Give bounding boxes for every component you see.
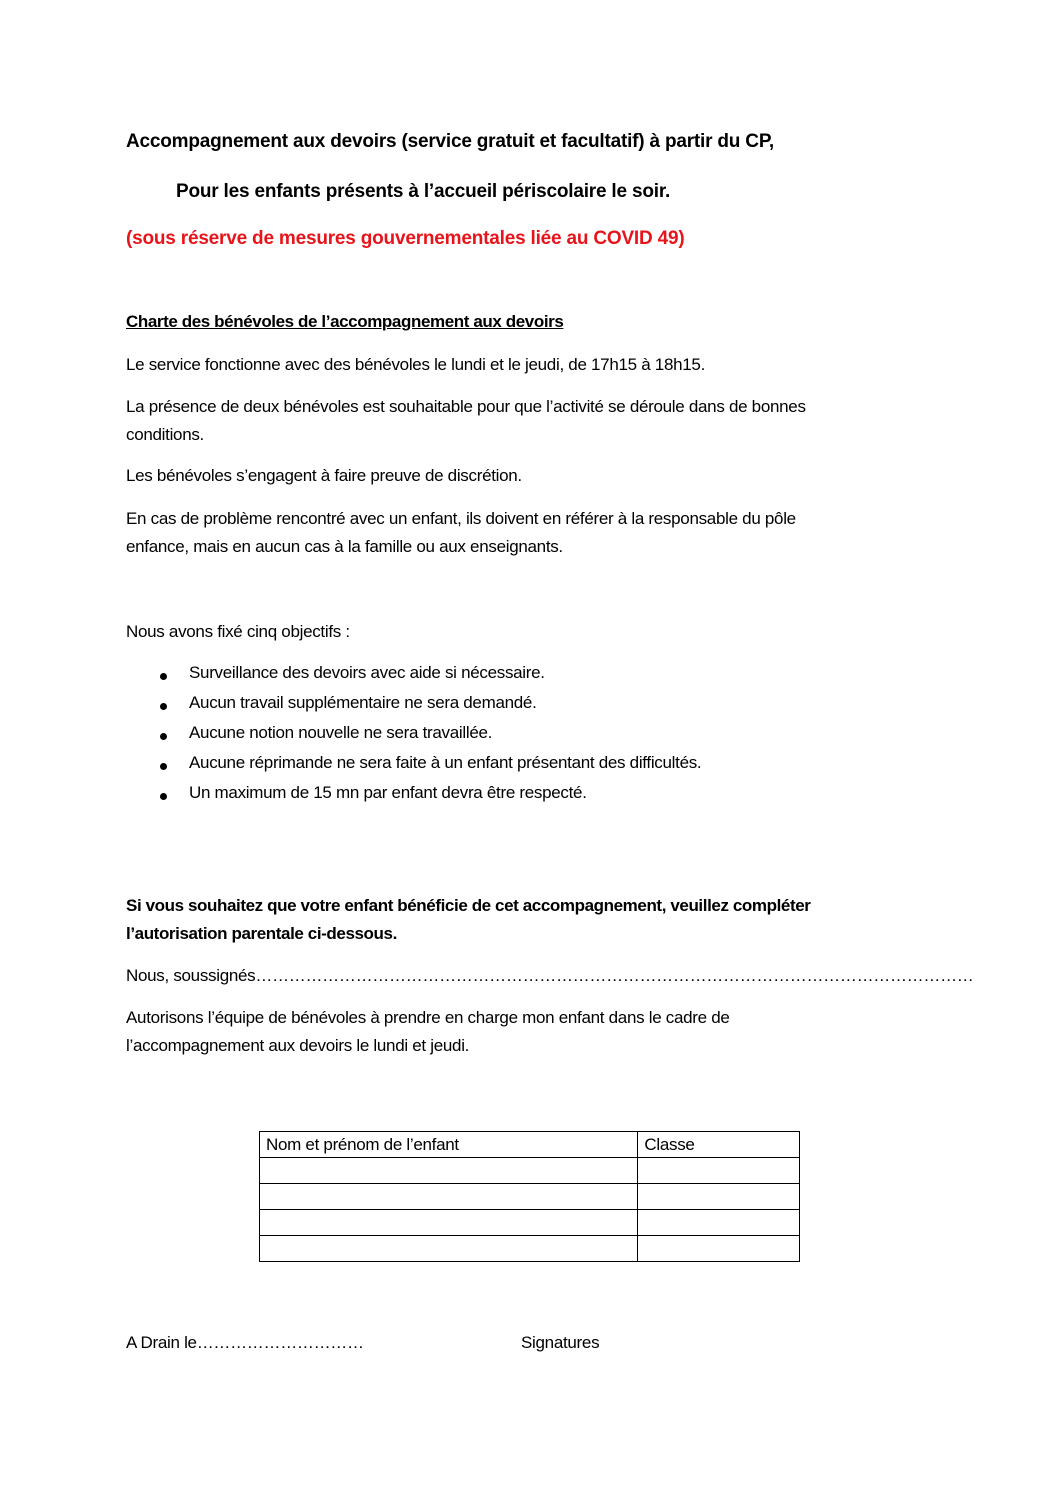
charte-paragraph: En cas de problème rencontré avec un enfant, ils doivent en référer à la responsable du pôle [126, 509, 796, 528]
table-row [260, 1236, 800, 1262]
soussignes-field: Nous, soussignés………………………………………………………………………………………………………………… [126, 966, 974, 985]
charte-paragraph: La présence de deux bénévoles est souhaitable pour que l’activité se déroule dans de bonnes [126, 397, 806, 416]
title-line-1: Accompagnement aux devoirs (service gratuit et facultatif) à partir du CP, [126, 131, 774, 152]
cell-classe[interactable] [638, 1236, 800, 1262]
list-item: Un maximum de 15 mn par enfant devra être respecté. [189, 783, 587, 802]
autorisation-text: Autorisons l’équipe de bénévoles à prendre en charge mon enfant dans le cadre de [126, 1008, 730, 1027]
cell-nom-prenom[interactable] [260, 1158, 638, 1184]
header-nom-prenom: Nom et prénom de l’enfant [260, 1132, 638, 1158]
charte-paragraph: conditions. [126, 425, 204, 444]
charte-paragraph: Le service fonctionne avec des bénévoles le lundi et le jeudi, de 17h15 à 18h15. [126, 355, 705, 374]
enfants-table [259, 1131, 800, 1262]
table-row [260, 1158, 800, 1184]
bullet-icon [160, 703, 167, 710]
bullet-icon [160, 673, 167, 680]
signatures-label: Signatures [521, 1333, 600, 1352]
table-row [260, 1184, 800, 1210]
charte-paragraph: enfance, mais en aucun cas à la famille ou aux enseignants. [126, 537, 563, 556]
bullet-icon [160, 793, 167, 800]
charte-paragraph: Les bénévoles s’engagent à faire preuve de discrétion. [126, 466, 522, 485]
covid-warning: (sous réserve de mesures gouvernementales liée au COVID 49) [126, 228, 685, 249]
autorisation-request: Si vous souhaitez que votre enfant bénéficie de cet accompagnement, veuillez compléter [126, 896, 811, 915]
cell-nom-prenom[interactable] [260, 1184, 638, 1210]
objectifs-intro: Nous avons fixé cinq objectifs : [126, 622, 350, 641]
list-item: Surveillance des devoirs avec aide si nécessaire. [189, 663, 545, 682]
list-item: Aucun travail supplémentaire ne sera demandé. [189, 693, 537, 712]
list-item: Aucune réprimande ne sera faite à un enfant présentant des difficultés. [189, 753, 702, 772]
list-item: Aucune notion nouvelle ne sera travaillée. [189, 723, 493, 742]
autorisation-text: l’accompagnement aux devoirs le lundi et jeudi. [126, 1036, 470, 1055]
cell-classe[interactable] [638, 1210, 800, 1236]
bullet-icon [160, 733, 167, 740]
title-line-2: Pour les enfants présents à l’accueil périscolaire le soir. [176, 181, 671, 202]
lieu-date-field: A Drain le………………………… [126, 1333, 364, 1352]
table-header-row [260, 1132, 800, 1158]
cell-classe[interactable] [638, 1158, 800, 1184]
bullet-icon [160, 763, 167, 770]
charte-heading: Charte des bénévoles de l’accompagnement aux devoirs [126, 312, 564, 331]
autorisation-request: l’autorisation parentale ci-dessous. [126, 924, 397, 943]
cell-classe[interactable] [638, 1184, 800, 1210]
cell-nom-prenom[interactable] [260, 1236, 638, 1262]
cell-nom-prenom[interactable] [260, 1210, 638, 1236]
header-classe: Classe [638, 1132, 800, 1158]
table-row [260, 1210, 800, 1236]
